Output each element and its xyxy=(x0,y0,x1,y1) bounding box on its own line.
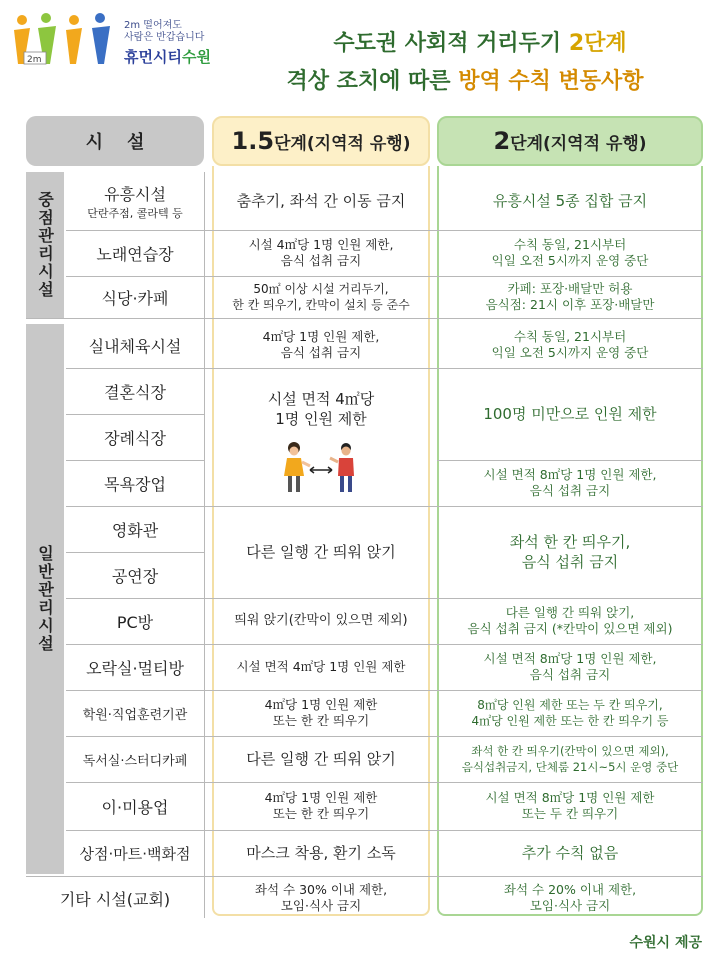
facility-cell: 장례식장 xyxy=(104,428,166,448)
logo-name-part1: 휴먼시티 xyxy=(124,48,182,66)
level-2-cell: 유흥시설 5종 집합 금지 xyxy=(492,192,648,210)
suwon-logo xyxy=(8,8,218,68)
header-level-2-number: 2 xyxy=(493,127,511,155)
level-2-cell: 8㎡당 인원 제한 또는 두 칸 띄우기, 4㎡당 인원 제한 또는 한 칸 띄우기 등 xyxy=(471,698,669,728)
facility-sub-name: 단란주점, 콜라텍 등 xyxy=(87,206,183,220)
title-line1 xyxy=(260,26,700,57)
level-15-cell: 4㎡당 1명 인원 제한 또는 한 칸 띄우기 xyxy=(264,790,378,821)
title-line2 xyxy=(230,64,700,95)
category-general-management: 일반관리시설 xyxy=(26,324,64,874)
logo-slogan-line2: 사람은 반갑습니다 xyxy=(124,32,205,43)
level-2-cell: 좌석 한 칸 띄우기, 음식 섭취 금지 xyxy=(509,533,631,571)
level-15-cell: 시설 면적 4㎡당 1명 인원 제한 xyxy=(236,659,406,674)
level-15-cell: 다른 일행 간 띄워 앉기 xyxy=(246,543,396,561)
facility-cell: 식당·카페 xyxy=(101,288,169,308)
row-divider xyxy=(26,318,703,319)
header-level-15-label: 단계(지역적 유행) xyxy=(274,133,411,154)
level-15-cell: 시설 4㎡당 1명 인원 제한, 음식 섭취 금지 xyxy=(248,237,394,268)
facility-cell: 상점·마트·백화점 xyxy=(79,844,191,863)
facility-cell: 독서실·스터디카페 xyxy=(82,753,188,769)
level-15-cell: 좌석 수 30% 이내 제한, 모임·식사 금지 xyxy=(254,882,388,913)
logo-badge: 2m xyxy=(27,55,42,65)
logo-name-part2: 수원 xyxy=(181,48,211,66)
level-15-cell: 마스크 착용, 환기 소독 xyxy=(246,844,396,862)
logo-slogan-line1: 2m 떨어져도 xyxy=(124,20,182,31)
header-facility: 시설 xyxy=(26,116,204,166)
level-15-cell: 4㎡당 1명 인원 제한, 음식 섭취 금지 xyxy=(262,329,380,360)
title-line2-highlight: 방역 수칙 변동사항 xyxy=(458,69,644,94)
level-2-cell: 시설 면적 8㎡당 1명 인원 제한 또는 두 칸 띄우기 xyxy=(485,790,655,821)
footer-source: 수원시 제공 xyxy=(629,935,702,951)
level-2-cell: 시설 면적 8㎡당 1명 인원 제한, 음식 섭취 금지 xyxy=(483,651,657,682)
level-15-cell: 다른 일행 간 띄워 앉기 xyxy=(246,750,396,768)
facility-cell: 목욕장업 xyxy=(104,474,166,494)
facility-cell: 노래연습장 xyxy=(96,244,174,264)
people-figures-icon xyxy=(8,8,118,68)
header-level-2 xyxy=(437,116,703,166)
column-divider xyxy=(204,172,205,918)
level-2-cell: 다른 일행 간 띄워 앉기, 음식 섭취 금지 (*칸막이 있으면 제외) xyxy=(467,605,673,636)
facility-cell xyxy=(66,172,204,230)
level-15-cell: 4㎡당 1명 인원 제한 또는 한 칸 띄우기 xyxy=(264,697,378,728)
logo-name xyxy=(124,46,211,67)
facility-cell: 결혼식장 xyxy=(104,382,166,402)
level-15-cell: 시설 면적 4㎡당 1명 인원 제한 xyxy=(267,390,375,428)
level-15-cell-empty xyxy=(214,460,428,506)
level-2-cell: 추가 수칙 없음 xyxy=(521,844,619,862)
level-2-cell: 수칙 동일, 21시부터 익일 오전 5시까지 운영 중단 xyxy=(491,237,649,268)
level-15-cell: 50㎡ 이상 시설 거리두기, 한 칸 띄우기, 칸막이 설치 등 준수 xyxy=(232,282,410,312)
level-15-cell: 춤추기, 좌석 간 이동 금지 xyxy=(236,192,406,210)
facility-cell: 공연장 xyxy=(111,566,159,586)
header-level-2-label: 단계(지역적 유행) xyxy=(510,133,647,154)
level-2-cell: 시설 면적 8㎡당 1명 인원 제한, 음식 섭취 금지 xyxy=(483,467,657,498)
facility-cell: 기타 시설(교회) xyxy=(59,889,171,909)
facility-cell: 영화관 xyxy=(111,520,159,540)
title-line1-text: 수도권 사회적 거리두기 xyxy=(333,31,569,56)
facility-cell: 이·미용업 xyxy=(101,797,169,817)
facility-cell: 학원·직업훈련기관 xyxy=(82,707,188,723)
header-level-15-number: 1.5 xyxy=(231,127,275,155)
level-2-cell: 수칙 동일, 21시부터 익일 오전 5시까지 운영 중단 xyxy=(491,329,649,360)
level-2-cell: 100명 미만으로 인원 제한 xyxy=(483,405,657,423)
logo-slogan xyxy=(124,20,204,44)
facility-cell: PC방 xyxy=(116,612,154,632)
level-15-cell: 띄워 앉기(칸막이 있으면 제외) xyxy=(234,613,408,628)
facility-cell: 오락실·멀티방 xyxy=(86,658,184,678)
facility-cell: 실내체육시설 xyxy=(88,336,182,356)
title-line1-highlight: 2단계 xyxy=(568,31,627,56)
level-2-cell: 좌석 수 20% 이내 제한, 모임·식사 금지 xyxy=(503,882,637,913)
category-focus-management: 중점관리시설 xyxy=(26,172,64,318)
level-2-cell: 카페: 포장·배달만 허용 음식점: 21시 이후 포장·배달만 xyxy=(485,281,655,312)
title-line2-text: 격상 조치에 따른 xyxy=(286,69,459,94)
header-level-15 xyxy=(212,116,430,166)
level-2-cell: 좌석 한 칸 띄우기(칸막이 있으면 제외), 음식섭취금지, 단체룸 21시~5시 운영 중단 xyxy=(461,744,679,774)
facility-name: 유흥시설 xyxy=(104,184,166,204)
